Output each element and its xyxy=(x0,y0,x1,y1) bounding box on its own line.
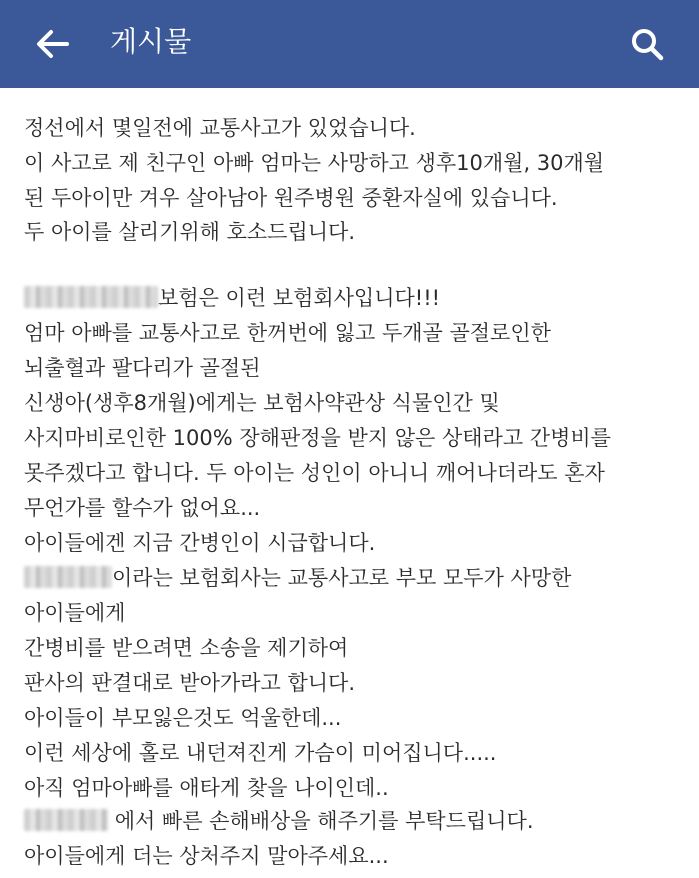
post-line xyxy=(24,563,571,593)
post-line xyxy=(24,283,440,313)
page-title: 게시물 xyxy=(110,25,192,58)
redacted-company-name xyxy=(24,809,108,831)
redacted-company-name xyxy=(24,566,112,588)
post-line: 사지마비로인한 100% 장해판정을 받지 않은 상태라고 간병비를 xyxy=(24,426,611,450)
post-body xyxy=(0,100,699,878)
back-button[interactable] xyxy=(28,22,76,66)
post-line: 판사의 판결대로 받아가라고 합니다. xyxy=(24,671,355,695)
search-button[interactable] xyxy=(623,22,671,66)
post-line: 못주겠다고 합니다. 두 아이는 성인이 아니니 깨어나더라도 혼자 xyxy=(24,461,605,485)
post-line-text: 이라는 보험회사는 교통사고로 부모 모두가 사망한 xyxy=(112,566,572,590)
post-line: 무언가를 할수가 없어요... xyxy=(24,496,261,520)
redacted-company-name xyxy=(24,286,158,308)
post-line: 된 두아이만 겨우 살아남아 원주병원 중환자실에 있습니다. xyxy=(24,186,558,210)
post-line: 이 사고로 제 친구인 아빠 엄마는 사망하고 생후10개월, 30개월 xyxy=(24,151,605,175)
post-line: 아이들에게 더는 상처주지 말아주세요... xyxy=(24,844,389,868)
post-line-text: 보험은 이런 보험회사입니다!!! xyxy=(158,286,441,310)
post-line xyxy=(24,806,534,836)
post-line: 이런 세상에 홀로 내던져진게 가슴이 미어집니다..... xyxy=(24,741,497,765)
post-line: 뇌출혈과 팔다리가 골절된 xyxy=(24,356,261,380)
post-line: 아이들에겐 지금 간병인이 시급합니다. xyxy=(24,531,376,555)
post-line: 아이들에게 xyxy=(24,601,126,625)
app-header xyxy=(0,0,699,88)
post-line: 정선에서 몇일전에 교통사고가 있었습니다. xyxy=(24,116,416,140)
post-line: 아직 엄마아빠를 애타게 찾을 나이인데.. xyxy=(24,776,389,800)
post-line: 신생아(생후8개월)에게는 보험사약관상 식물인간 및 xyxy=(24,391,500,415)
post-line: 엄마 아빠를 교통사고로 한꺼번에 잃고 두개골 골절로인한 xyxy=(24,321,551,345)
post-line: 아이들이 부모잃은것도 억울한데... xyxy=(24,706,342,730)
post-line: 간병비를 받으려면 소송을 제기하여 xyxy=(24,636,349,660)
search-icon xyxy=(630,27,664,61)
post-line: 두 아이를 살리기위해 호소드립니다. xyxy=(24,220,355,244)
post-line-text: 에서 빠른 손해배상을 해주기를 부탁드립니다. xyxy=(114,809,534,833)
arrow-left-icon xyxy=(35,29,69,59)
